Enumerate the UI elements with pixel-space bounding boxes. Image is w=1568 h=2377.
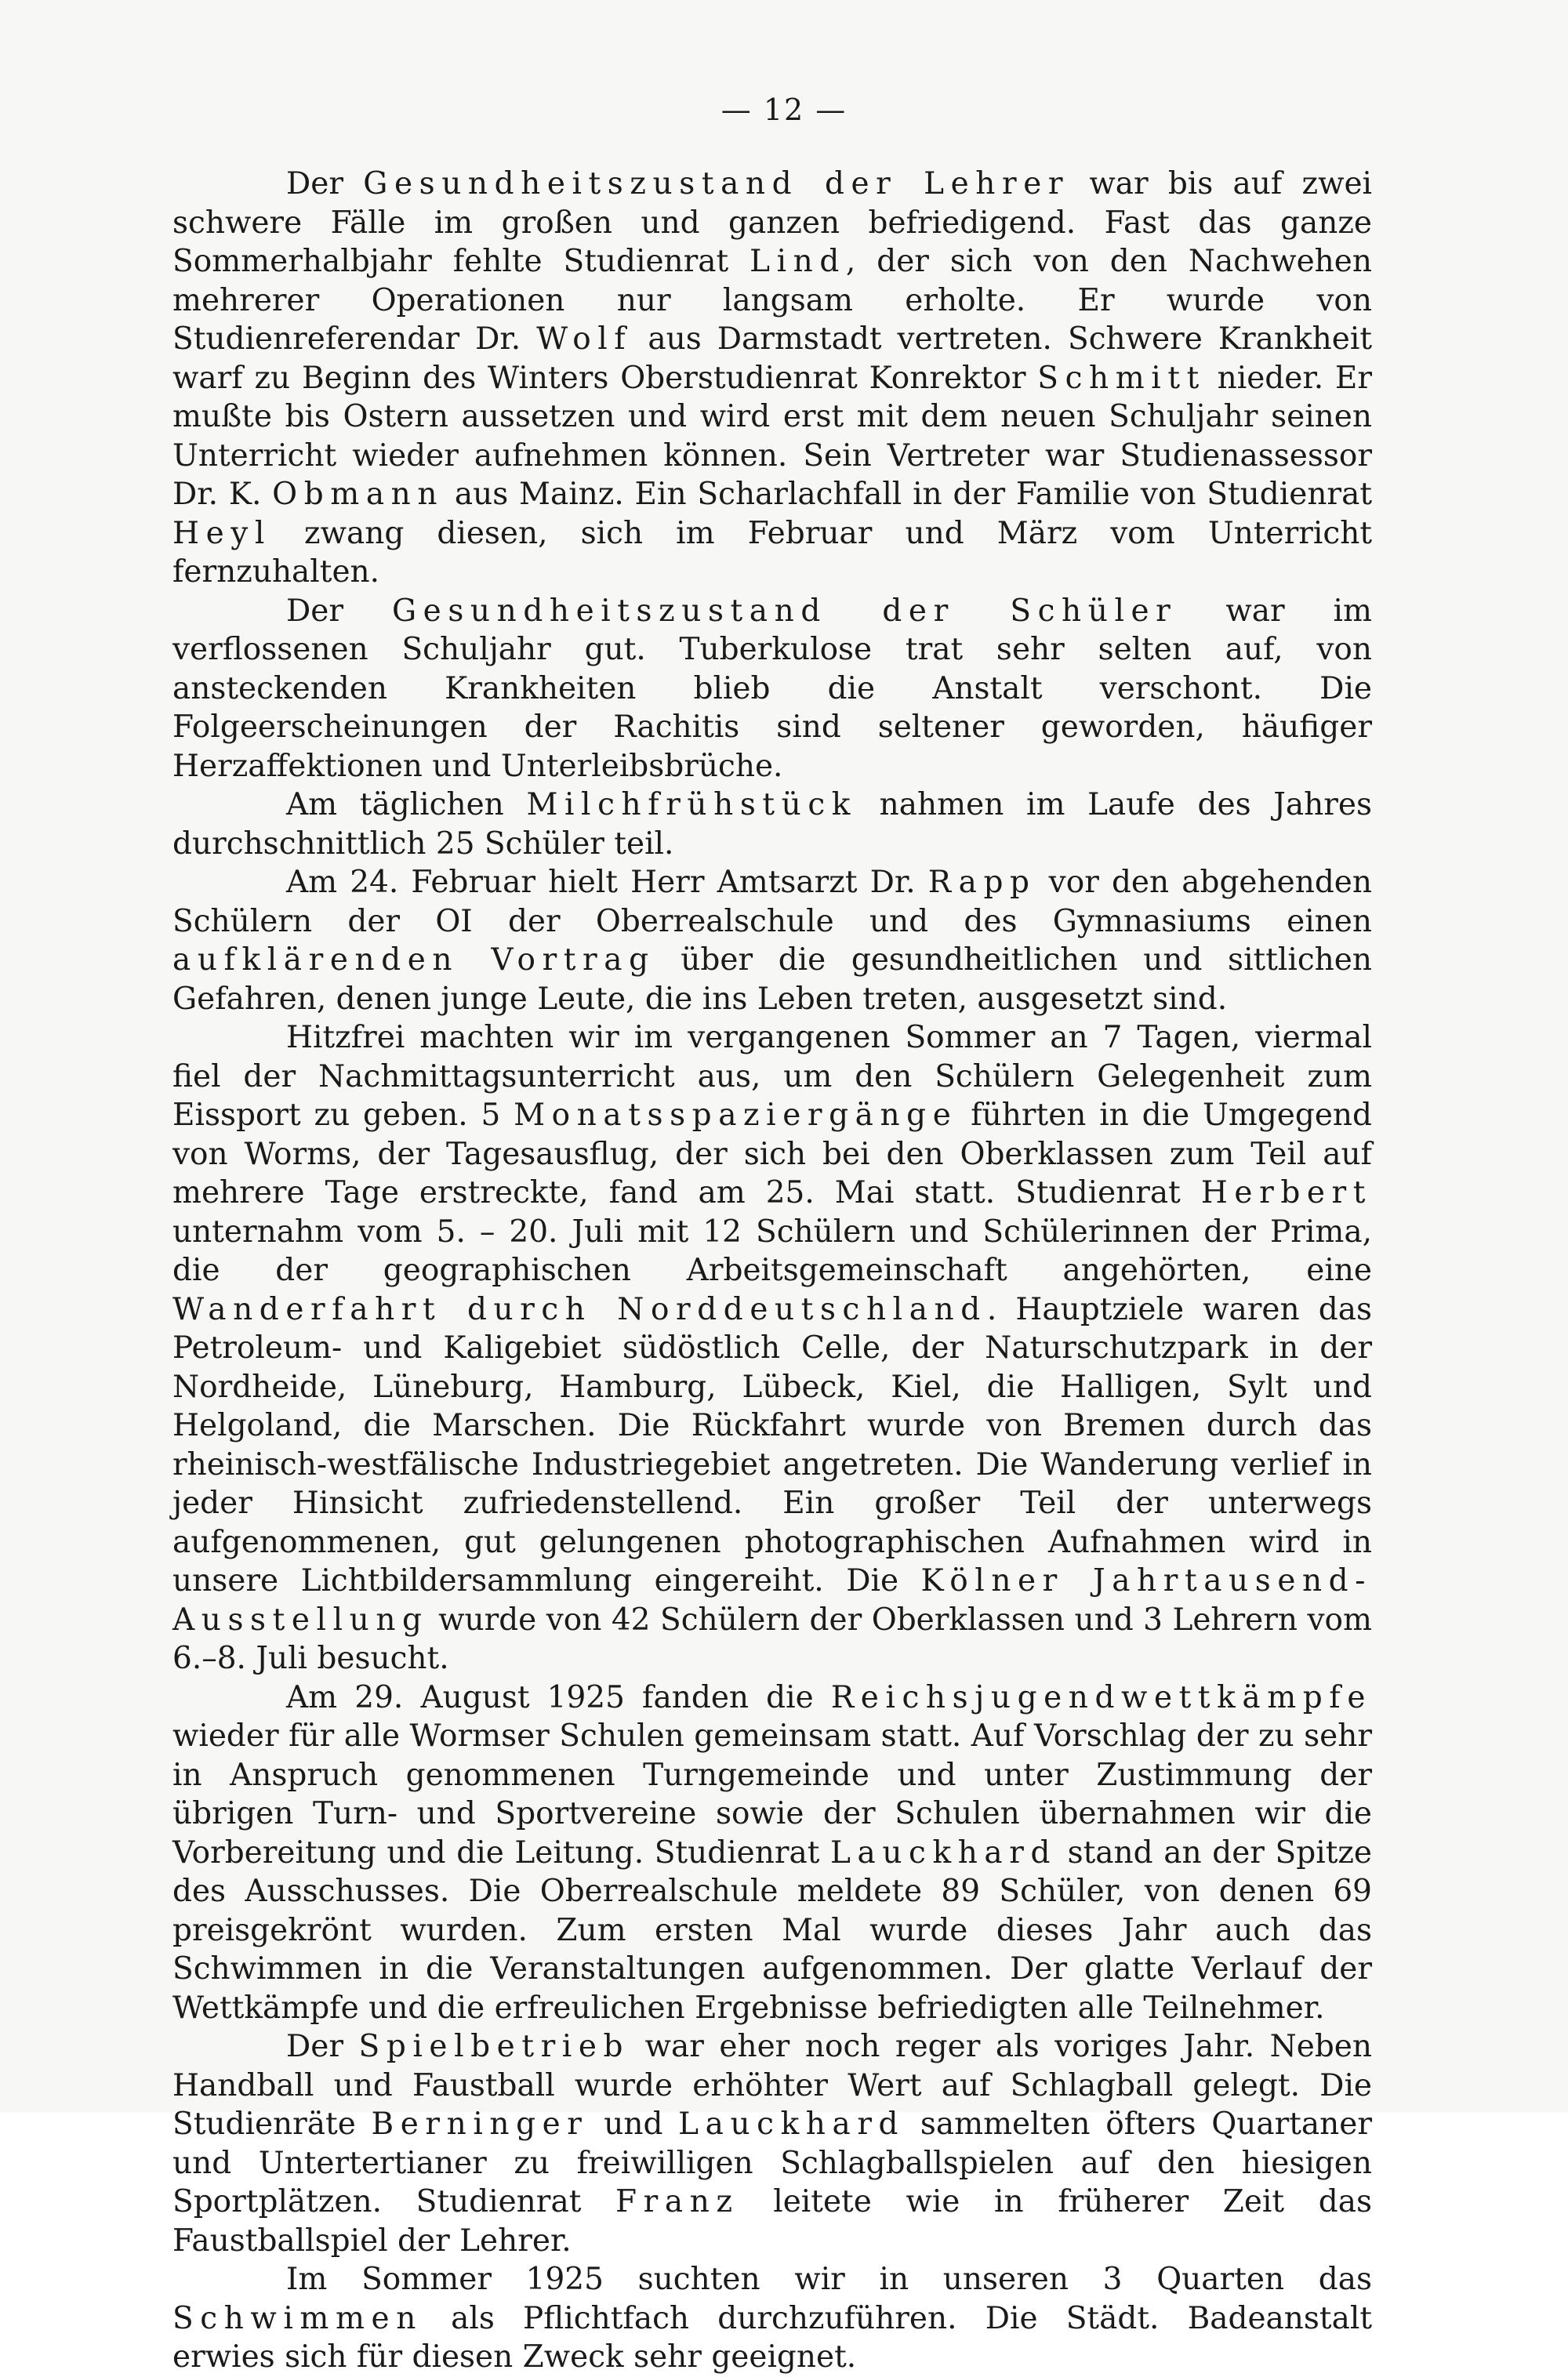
spaced-emphasis: Gesundheitszustand der Schüler [391, 593, 1178, 629]
text-run: stand an der Spitze des Ausschusses. Die Oberrealschule meldete 89 Schüler, von denen 69 preisgekrönt wurden. Zum ersten Mal wurde dieses Jahr auch das Schwimmen in die Veranstaltungen aufgenommen. Der glatte Verlauf der Wettkämpfe und die erfreulichen Ergebnisse befriedigten alle Teilnehmer. [172, 1834, 1372, 2026]
spaced-emphasis: Schmitt [1037, 360, 1206, 396]
text-run: als Pflichtfach durchzuführen. Die Städt. Badeanstalt erwies sich für diesen Zweck sehr geeignet. [172, 2300, 1372, 2375]
spaced-emphasis: Milchfrühstück [526, 787, 858, 822]
paragraph [172, 2027, 1372, 2260]
spaced-emphasis: Rapp [927, 865, 1036, 900]
spaced-emphasis: Schwimmen [172, 2300, 423, 2336]
paragraph [172, 1018, 1372, 1678]
spaced-emphasis: Franz [615, 2184, 739, 2219]
text-run: , der sich von den Nachwehen mehrerer Operationen nur langsam erholte. Er wurde von Studienreferendar Dr. [172, 244, 1372, 357]
spaced-emphasis: Gesundheitszustand der Lehrer [363, 166, 1070, 201]
spaced-emphasis: Wolf [536, 321, 633, 357]
text-run: . Hauptziele waren das Petroleum- und Kaligebiet südöstlich Celle, der Naturschutzpark in der Nordheide, Lüneburg, Hamburg, Lübeck, Kiel, die Halligen, Sylt und Helgoland, die Marschen. Die Rückfahrt wurde von Bremen durch das rheinisch-westfälische Industriegebiet angetreten. Die Wanderung verlief in jeder Hinsicht zufriedenstellend. Ein großer Teil der unterwegs aufgenommenen, gut gelungenen photographischen Aufnahmen wird in unsere Lichtbildersammlung eingereiht. Die [172, 1291, 1372, 1599]
paragraph [172, 1678, 1372, 2028]
text-run: Im Sommer 1925 suchten wir in unseren 3 Quarten das [286, 2262, 1372, 2297]
text-run: war bis auf zwei schwere Fälle im großen und ganzen befriedigend. Fast das ganze Sommerhalbjahr fehlte Studienrat [172, 166, 1373, 279]
paragraph [172, 2260, 1372, 2377]
body-text [172, 165, 1372, 2377]
text-run: aus Darmstadt vertreten. Schwere Krankheit warf zu Beginn des Winters Oberstudienrat Konrektor [172, 321, 1372, 396]
text-run: leitete wie in früherer Zeit das Faustballspiel der Lehrer. [172, 2184, 1372, 2259]
text-run: nieder. Er mußte bis Ostern aussetzen und wird erst mit dem neuen Schuljahr seinen Unterricht wieder aufnehmen können. Sein Vertreter war Studienassessor Dr. K. [172, 360, 1372, 512]
text-run: Am 29. August 1925 fanden die [286, 1679, 831, 1715]
paragraph [172, 592, 1372, 786]
text-run: sammelten öfters Quartaner und Untertertianer zu freiwilligen Schlagballspielen auf den hiesigen Sportplätzen. Studienrat [172, 2107, 1372, 2219]
text-run: wieder für alle Wormser Schulen gemeinsam statt. Auf Vorschlag der zu sehr in Anspruch genommenen Turngemeinde und unter Zustimmung der übrigen Turn- und Sportvereine sowie der Schulen übernahmen wir die Vorbereitung und die Leitung. Studienrat [172, 1718, 1372, 1871]
text-run: zwang diesen, sich im Februar und März vom Unterricht fernzuhalten. [172, 515, 1372, 590]
spaced-emphasis: Lind [750, 244, 846, 279]
text-run: vor den abgehenden Schülern der OI der Oberrealschule und des Gymnasiums einen [172, 865, 1372, 939]
text-run: Der [286, 166, 364, 201]
text-run: und [588, 2107, 679, 2142]
text-run: über die gesundheitlichen und sittlichen Gefahren, denen junge Leute, die ins Leben treten, ausgesetzt sind. [172, 942, 1372, 1017]
text-run: war eher noch reger als voriges Jahr. Neben Handball und Faustball wurde erhöhter Wert auf Schlagball gelegt. Die Studienräte [172, 2029, 1372, 2142]
text-run: Am täglichen [286, 787, 527, 822]
spaced-emphasis: Berninger [371, 2107, 589, 2142]
paragraph [172, 786, 1372, 863]
spaced-emphasis: Spielbetrieb [358, 2029, 630, 2064]
spaced-emphasis: Lauckhard [678, 2107, 906, 2142]
paragraph [172, 165, 1372, 592]
spaced-emphasis: Wanderfahrt durch Norddeutschland [172, 1291, 987, 1327]
text-run: unternahm vom 5. – 20. Juli mit 12 Schülern und Schülerinnen der Prima, die der geographischen Arbeitsgemeinschaft angehörten, eine [172, 1214, 1372, 1288]
spaced-emphasis: Kölner Jahrtausend-Ausstellung [172, 1563, 1372, 1638]
text-run: Am 24. Februar hielt Herr Amtsarzt Dr. [286, 865, 928, 900]
text-run: wurde von 42 Schülern der Oberklassen und 3 Lehrern vom 6.–8. Juli besucht. [172, 1602, 1372, 1676]
spaced-emphasis: Herbert [1200, 1175, 1372, 1210]
text-run: Der [286, 593, 392, 629]
text-run: Hitzfrei machten wir im vergangenen Sommer an 7 Tagen, viermal fiel der Nachmittagsunterricht aus, um den Schülern Gelegenheit zum Eissport zu geben. 5 [172, 1020, 1372, 1133]
text-run: aus Mainz. Ein Scharlachfall in der Familie von Studienrat [444, 477, 1373, 512]
text-run: nahmen im Laufe des Jahres durchschnittlich 25 Schüler teil. [172, 787, 1372, 862]
spaced-emphasis: Reichsjugendwettkämpfe [830, 1679, 1372, 1715]
text-run: Der [286, 2029, 359, 2064]
spaced-emphasis: Obmann [272, 477, 445, 512]
text-run: war im verflossenen Schuljahr gut. Tuberkulose trat sehr selten auf, von ansteckenden Krankheiten blieb die Anstalt verschont. Die Folgeerscheinungen der Rachitis sind seltener geworden, häufiger Herzaffektionen und Unterleibsbrüche. [172, 593, 1372, 784]
spaced-emphasis: Lauckhard [830, 1834, 1057, 1871]
spaced-emphasis: Heyl [172, 515, 271, 551]
spaced-emphasis: aufklärenden Vortrag [172, 942, 655, 978]
page-number: — 12 — [720, 93, 848, 127]
spaced-emphasis: Monatsspaziergänge [514, 1098, 958, 1133]
paragraph [172, 863, 1372, 1018]
text-run: führten in die Umgegend von Worms, der Tagesausflug, der sich bei den Oberklassen zum Teil auf mehrere Tage erstreckte, fand am 25. Mai statt. Studienrat [172, 1098, 1373, 1210]
